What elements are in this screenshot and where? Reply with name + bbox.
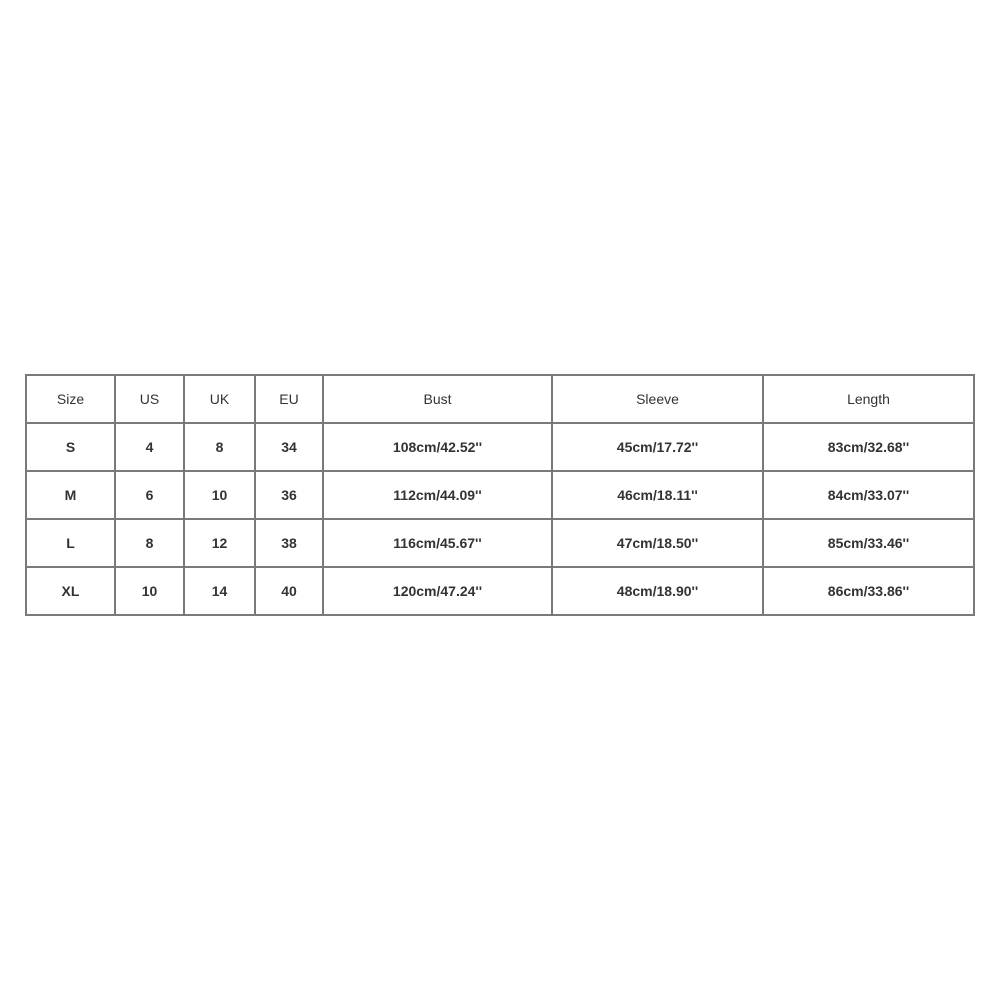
header-sleeve: Sleeve <box>552 375 763 423</box>
cell-us: 8 <box>115 519 184 567</box>
header-us: US <box>115 375 184 423</box>
cell-sleeve: 45cm/17.72'' <box>552 423 763 471</box>
cell-sleeve: 46cm/18.11'' <box>552 471 763 519</box>
table-row <box>26 567 974 615</box>
cell-size: XL <box>26 567 115 615</box>
table-row <box>26 471 974 519</box>
cell-size: L <box>26 519 115 567</box>
cell-bust: 116cm/45.67'' <box>323 519 552 567</box>
cell-length: 83cm/32.68'' <box>763 423 974 471</box>
cell-eu: 36 <box>255 471 323 519</box>
cell-bust: 112cm/44.09'' <box>323 471 552 519</box>
cell-eu: 38 <box>255 519 323 567</box>
cell-size: S <box>26 423 115 471</box>
cell-bust: 108cm/42.52'' <box>323 423 552 471</box>
cell-uk: 8 <box>184 423 255 471</box>
cell-us: 10 <box>115 567 184 615</box>
cell-sleeve: 47cm/18.50'' <box>552 519 763 567</box>
header-length: Length <box>763 375 974 423</box>
table-row <box>26 519 974 567</box>
cell-eu: 40 <box>255 567 323 615</box>
cell-size: M <box>26 471 115 519</box>
cell-length: 86cm/33.86'' <box>763 567 974 615</box>
table-row <box>26 423 974 471</box>
header-bust: Bust <box>323 375 552 423</box>
cell-us: 6 <box>115 471 184 519</box>
cell-uk: 14 <box>184 567 255 615</box>
cell-length: 84cm/33.07'' <box>763 471 974 519</box>
cell-uk: 10 <box>184 471 255 519</box>
header-size: Size <box>26 375 115 423</box>
cell-eu: 34 <box>255 423 323 471</box>
size-chart-table <box>25 374 975 616</box>
cell-uk: 12 <box>184 519 255 567</box>
header-eu: EU <box>255 375 323 423</box>
cell-us: 4 <box>115 423 184 471</box>
cell-bust: 120cm/47.24'' <box>323 567 552 615</box>
cell-length: 85cm/33.46'' <box>763 519 974 567</box>
header-row <box>26 375 974 423</box>
header-uk: UK <box>184 375 255 423</box>
cell-sleeve: 48cm/18.90'' <box>552 567 763 615</box>
